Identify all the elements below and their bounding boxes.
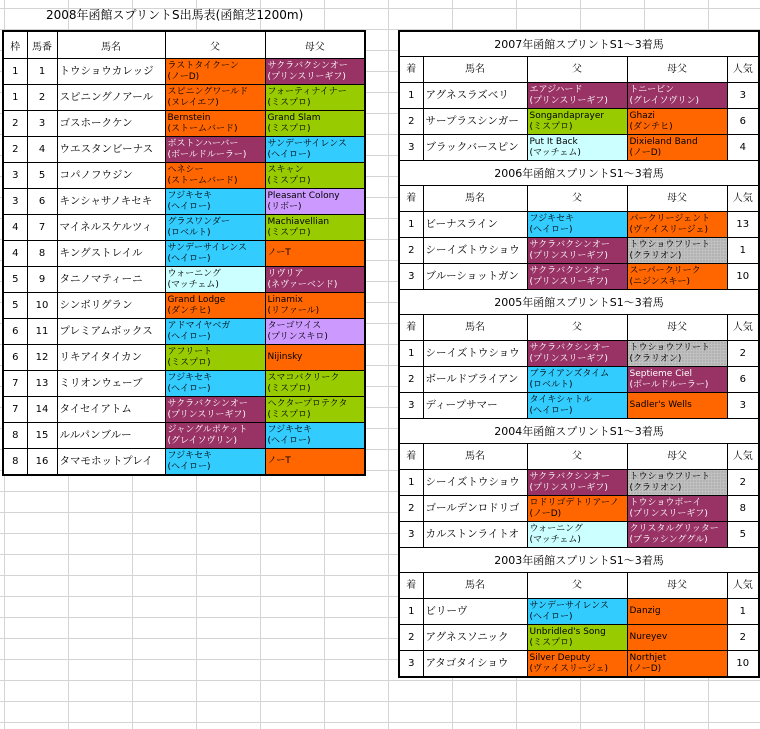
waku-cell: 5: [3, 293, 27, 319]
sire-cell: アフリート (ミスプロ): [165, 345, 265, 371]
year-section-title: 2007年函館スプリントS1～3着馬: [399, 31, 759, 57]
entries-header-row: [3, 31, 365, 59]
dam-sire-cell: トニービン (グレイソヴリン): [627, 83, 727, 109]
entry-row: [3, 241, 365, 267]
entry-row: [3, 397, 365, 423]
result-row: [399, 367, 759, 393]
waku-cell: 5: [3, 267, 27, 293]
popularity-cell: 3: [727, 83, 759, 109]
results-header-row: [399, 186, 759, 212]
horse-name-cell: ビーナスライン: [423, 212, 527, 238]
header-horse-name: 馬名: [423, 186, 527, 212]
year-section-title-row: [399, 419, 759, 444]
horse-name-cell: キングストレイル: [57, 241, 165, 267]
dam-sire-cell: Linamix (リファール): [265, 293, 365, 319]
year-section-title: 2006年函館スプリントS1～3着馬: [399, 161, 759, 186]
header-dam-sire: 母父: [265, 31, 365, 59]
rank-cell: 2: [399, 496, 423, 522]
popularity-cell: 3: [727, 393, 759, 419]
dam-sire-cell: ノーT: [265, 241, 365, 267]
umaban-cell: 9: [27, 267, 57, 293]
popularity-cell: 10: [727, 264, 759, 290]
header-popularity: 人気: [727, 57, 759, 83]
result-row: [399, 109, 759, 135]
dam-sire-cell: トウショウフリート (クラリオン): [627, 470, 727, 496]
result-row: [399, 264, 759, 290]
horse-name-cell: シーイズトウショウ: [423, 470, 527, 496]
sire-cell: サクラバクシンオー (プリンスリーギフ): [527, 264, 627, 290]
result-row: [399, 135, 759, 161]
horse-name-cell: ビリーヴ: [423, 599, 527, 625]
rank-cell: 3: [399, 393, 423, 419]
horse-name-cell: マイネルスケルツィ: [57, 215, 165, 241]
sire-cell: タイキシャトル (ヘイロー): [527, 393, 627, 419]
sire-cell: サクラバクシンオー (プリンスリーギフ): [527, 238, 627, 264]
horse-name-cell: ゴスホークケン: [57, 111, 165, 137]
dam-sire-cell: フォーティナイナー (ミスプロ): [265, 85, 365, 111]
horse-name-cell: ゴールデンロドリゴ: [423, 496, 527, 522]
sire-cell: Grand Lodge (ダンチヒ): [165, 293, 265, 319]
sire-cell: Put It Back (マッチェム): [527, 135, 627, 161]
sire-cell: サンデーサイレンス (ヘイロー): [527, 599, 627, 625]
entry-row: [3, 293, 365, 319]
horse-name-cell: ミリオンウェーブ: [57, 371, 165, 397]
popularity-cell: 1: [727, 599, 759, 625]
sire-cell: Silver Deputy (ヴァイスリージェ): [527, 651, 627, 678]
result-row: [399, 599, 759, 625]
dam-sire-cell: サクラバクシンオー (プリンスリーギフ): [265, 59, 365, 85]
waku-cell: 2: [3, 137, 27, 163]
horse-name-cell: タマモホットプレイ: [57, 449, 165, 476]
horse-name-cell: ボールドブライアン: [423, 367, 527, 393]
umaban-cell: 4: [27, 137, 57, 163]
sire-cell: アドマイヤベガ (ヘイロー): [165, 319, 265, 345]
header-horse-name: 馬名: [423, 57, 527, 83]
umaban-cell: 1: [27, 59, 57, 85]
dam-sire-cell: トウショウフリート (クラリオン): [627, 341, 727, 367]
rank-cell: 3: [399, 651, 423, 678]
dam-sire-cell: Sadler's Wells: [627, 393, 727, 419]
header-horse-name: 馬名: [423, 315, 527, 341]
header-horse-name: 馬名: [423, 573, 527, 599]
horse-name-cell: プレミアムボックス: [57, 319, 165, 345]
popularity-cell: 4: [727, 135, 759, 161]
umaban-cell: 14: [27, 397, 57, 423]
horse-name-cell: ディープサマー: [423, 393, 527, 419]
popularity-cell: 10: [727, 651, 759, 678]
sire-cell: ロドリゴデトリアーノ (ノーD): [527, 496, 627, 522]
horse-name-cell: リキアイタイカン: [57, 345, 165, 371]
horse-name-cell: ウエスタンビーナス: [57, 137, 165, 163]
sire-cell: エアジハード (プリンスリーギフ): [527, 83, 627, 109]
horse-name-cell: タイセイアトム: [57, 397, 165, 423]
year-section-title-row: [399, 161, 759, 186]
header-sire: 父: [527, 315, 627, 341]
umaban-cell: 12: [27, 345, 57, 371]
sire-cell: Bernstein (ストームバード): [165, 111, 265, 137]
sire-cell: ブライアンズタイム (ロベルト): [527, 367, 627, 393]
horse-name-cell: タニノマティーニ: [57, 267, 165, 293]
rank-cell: 3: [399, 522, 423, 548]
header-sire: 父: [527, 57, 627, 83]
header-sire: 父: [165, 31, 265, 59]
waku-cell: 7: [3, 371, 27, 397]
dam-sire-cell: Dixieland Band (ノーD): [627, 135, 727, 161]
dam-sire-cell: ターゴワイス (プリンスキロ): [265, 319, 365, 345]
header-rank: 着: [399, 57, 423, 83]
popularity-cell: 6: [727, 367, 759, 393]
dam-sire-cell: クリスタルグリッター (ブラッシンググル): [627, 522, 727, 548]
waku-cell: 4: [3, 215, 27, 241]
rank-cell: 2: [399, 625, 423, 651]
horse-name-cell: アグネスソニック: [423, 625, 527, 651]
umaban-cell: 13: [27, 371, 57, 397]
result-row: [399, 393, 759, 419]
header-rank: 着: [399, 315, 423, 341]
popularity-cell: 5: [727, 522, 759, 548]
popularity-cell: 2: [727, 470, 759, 496]
dam-sire-cell: パークリージェント (ヴァイスリージェ): [627, 212, 727, 238]
waku-cell: 6: [3, 345, 27, 371]
sire-cell: サクラバクシンオー (プリンスリーギフ): [527, 470, 627, 496]
header-dam-sire: 母父: [627, 186, 727, 212]
umaban-cell: 3: [27, 111, 57, 137]
waku-cell: 1: [3, 59, 27, 85]
results-header-row: [399, 444, 759, 470]
entry-row: [3, 319, 365, 345]
result-row: [399, 470, 759, 496]
dam-sire-cell: トウショウフリート (クラリオン): [627, 238, 727, 264]
horse-name-cell: ブルーショットガン: [423, 264, 527, 290]
popularity-cell: 1: [727, 238, 759, 264]
header-horse-name: 馬名: [57, 31, 165, 59]
popularity-cell: 13: [727, 212, 759, 238]
horse-name-cell: アタゴタイショウ: [423, 651, 527, 678]
horse-name-cell: カルストンライトオ: [423, 522, 527, 548]
dam-sire-cell: スマコバクリーク (ミスプロ): [265, 371, 365, 397]
result-row: [399, 625, 759, 651]
umaban-cell: 6: [27, 189, 57, 215]
result-row: [399, 212, 759, 238]
umaban-cell: 8: [27, 241, 57, 267]
sire-cell: ヘネシー (ストームバード): [165, 163, 265, 189]
popularity-cell: 2: [727, 341, 759, 367]
year-section-title: 2003年函館スプリントS1～3着馬: [399, 548, 759, 573]
sire-cell: Songandaprayer (ミスプロ): [527, 109, 627, 135]
header-umaban: 馬番: [27, 31, 57, 59]
past-results-table: [398, 30, 760, 678]
results-header-row: [399, 573, 759, 599]
rank-cell: 1: [399, 212, 423, 238]
popularity-cell: 6: [727, 109, 759, 135]
header-dam-sire: 母父: [627, 315, 727, 341]
dam-sire-cell: Pleasant Colony (リボー): [265, 189, 365, 215]
dam-sire-cell: Northjet (ノーD): [627, 651, 727, 678]
dam-sire-cell: スキャン (ミスプロ): [265, 163, 365, 189]
horse-name-cell: サープラスシンガー: [423, 109, 527, 135]
dam-sire-cell: Ghazi (ダンチヒ): [627, 109, 727, 135]
header-popularity: 人気: [727, 573, 759, 599]
waku-cell: 8: [3, 449, 27, 476]
header-popularity: 人気: [727, 444, 759, 470]
dam-sire-cell: Machiavellian (ミスプロ): [265, 215, 365, 241]
rank-cell: 2: [399, 238, 423, 264]
entry-row: [3, 215, 365, 241]
rank-cell: 1: [399, 83, 423, 109]
sire-cell: フジキセキ (ヘイロー): [165, 371, 265, 397]
sire-cell: フジキセキ (ヘイロー): [527, 212, 627, 238]
header-popularity: 人気: [727, 315, 759, 341]
entry-row: [3, 163, 365, 189]
sire-cell: Unbridled's Song (ミスプロ): [527, 625, 627, 651]
sire-cell: サンデーサイレンス (ヘイロー): [165, 241, 265, 267]
rank-cell: 1: [399, 341, 423, 367]
entry-row: [3, 59, 365, 85]
year-section-title-row: [399, 548, 759, 573]
umaban-cell: 5: [27, 163, 57, 189]
horse-name-cell: シーイズトウショウ: [423, 238, 527, 264]
dam-sire-cell: Septieme Ciel (ボールドルーラー): [627, 367, 727, 393]
result-row: [399, 522, 759, 548]
waku-cell: 6: [3, 319, 27, 345]
header-sire: 父: [527, 573, 627, 599]
entry-row: [3, 267, 365, 293]
dam-sire-cell: Danzig: [627, 599, 727, 625]
sire-cell: ラストタイクーン (ノーD): [165, 59, 265, 85]
waku-cell: 4: [3, 241, 27, 267]
year-section-title: 2004年函館スプリントS1～3着馬: [399, 419, 759, 444]
entries-table: [2, 30, 366, 476]
header-horse-name: 馬名: [423, 444, 527, 470]
horse-name-cell: ブラックバースピン: [423, 135, 527, 161]
umaban-cell: 2: [27, 85, 57, 111]
waku-cell: 7: [3, 397, 27, 423]
dam-sire-cell: ヘクタープロテクタ (ミスプロ): [265, 397, 365, 423]
dam-sire-cell: Nijinsky: [265, 345, 365, 371]
dam-sire-cell: サンデーサイレンス (ヘイロー): [265, 137, 365, 163]
entry-row: [3, 345, 365, 371]
sire-cell: サクラバクシンオー (プリンスリーギフ): [527, 341, 627, 367]
horse-name-cell: トウショウカレッジ: [57, 59, 165, 85]
entry-row: [3, 111, 365, 137]
header-waku: 枠: [3, 31, 27, 59]
header-rank: 着: [399, 444, 423, 470]
entry-row: [3, 137, 365, 163]
rank-cell: 2: [399, 367, 423, 393]
header-popularity: 人気: [727, 186, 759, 212]
dam-sire-cell: ノーT: [265, 449, 365, 476]
sire-cell: フジキセキ (ヘイロー): [165, 189, 265, 215]
year-section-title-row: [399, 290, 759, 315]
waku-cell: 2: [3, 111, 27, 137]
page-title: 2008年函館スプリントS出馬表(函館芝1200m): [46, 8, 304, 22]
header-sire: 父: [527, 444, 627, 470]
header-dam-sire: 母父: [627, 444, 727, 470]
waku-cell: 8: [3, 423, 27, 449]
waku-cell: 3: [3, 163, 27, 189]
dam-sire-cell: Nureyev: [627, 625, 727, 651]
result-row: [399, 496, 759, 522]
year-section-title-row: [399, 31, 759, 57]
sire-cell: ジャングルポケット (グレイソヴリン): [165, 423, 265, 449]
entry-row: [3, 189, 365, 215]
result-row: [399, 341, 759, 367]
sire-cell: サクラバクシンオー (プリンスリーギフ): [165, 397, 265, 423]
horse-name-cell: アグネスラズベリ: [423, 83, 527, 109]
rank-cell: 3: [399, 264, 423, 290]
entry-row: [3, 449, 365, 476]
entry-row: [3, 423, 365, 449]
sire-cell: フジキセキ (ヘイロー): [165, 449, 265, 476]
header-rank: 着: [399, 186, 423, 212]
waku-cell: 1: [3, 85, 27, 111]
horse-name-cell: シーイズトウショウ: [423, 341, 527, 367]
horse-name-cell: ルルパンブルー: [57, 423, 165, 449]
dam-sire-cell: リヴリア (ネヴァーベンド): [265, 267, 365, 293]
result-row: [399, 651, 759, 678]
results-header-row: [399, 57, 759, 83]
waku-cell: 3: [3, 189, 27, 215]
umaban-cell: 10: [27, 293, 57, 319]
rank-cell: 1: [399, 599, 423, 625]
dam-sire-cell: Grand Slam (ミスプロ): [265, 111, 365, 137]
umaban-cell: 7: [27, 215, 57, 241]
dam-sire-cell: トウショウボーイ (プリンスリーギフ): [627, 496, 727, 522]
popularity-cell: 2: [727, 625, 759, 651]
header-dam-sire: 母父: [627, 573, 727, 599]
sire-cell: スピニングワールド (ヌレイエフ): [165, 85, 265, 111]
rank-cell: 2: [399, 109, 423, 135]
horse-name-cell: キンシャサノキセキ: [57, 189, 165, 215]
year-section-title: 2005年函館スプリントS1～3着馬: [399, 290, 759, 315]
result-row: [399, 83, 759, 109]
results-header-row: [399, 315, 759, 341]
header-dam-sire: 母父: [627, 57, 727, 83]
result-row: [399, 238, 759, 264]
entry-row: [3, 371, 365, 397]
umaban-cell: 15: [27, 423, 57, 449]
dam-sire-cell: スーパークリーク (ニジンスキー): [627, 264, 727, 290]
sire-cell: ウォーニング (マッチェム): [165, 267, 265, 293]
dam-sire-cell: フジキセキ (ヘイロー): [265, 423, 365, 449]
sire-cell: ボストンハーバー (ボールドルーラー): [165, 137, 265, 163]
rank-cell: 1: [399, 470, 423, 496]
entry-row: [3, 85, 365, 111]
horse-name-cell: コパノフウジン: [57, 163, 165, 189]
umaban-cell: 16: [27, 449, 57, 476]
sire-cell: グラスワンダー (ロベルト): [165, 215, 265, 241]
horse-name-cell: スピニングノアール: [57, 85, 165, 111]
horse-name-cell: シンボリグラン: [57, 293, 165, 319]
header-sire: 父: [527, 186, 627, 212]
rank-cell: 3: [399, 135, 423, 161]
umaban-cell: 11: [27, 319, 57, 345]
popularity-cell: 8: [727, 496, 759, 522]
sire-cell: ウォーニング (マッチェム): [527, 522, 627, 548]
header-rank: 着: [399, 573, 423, 599]
